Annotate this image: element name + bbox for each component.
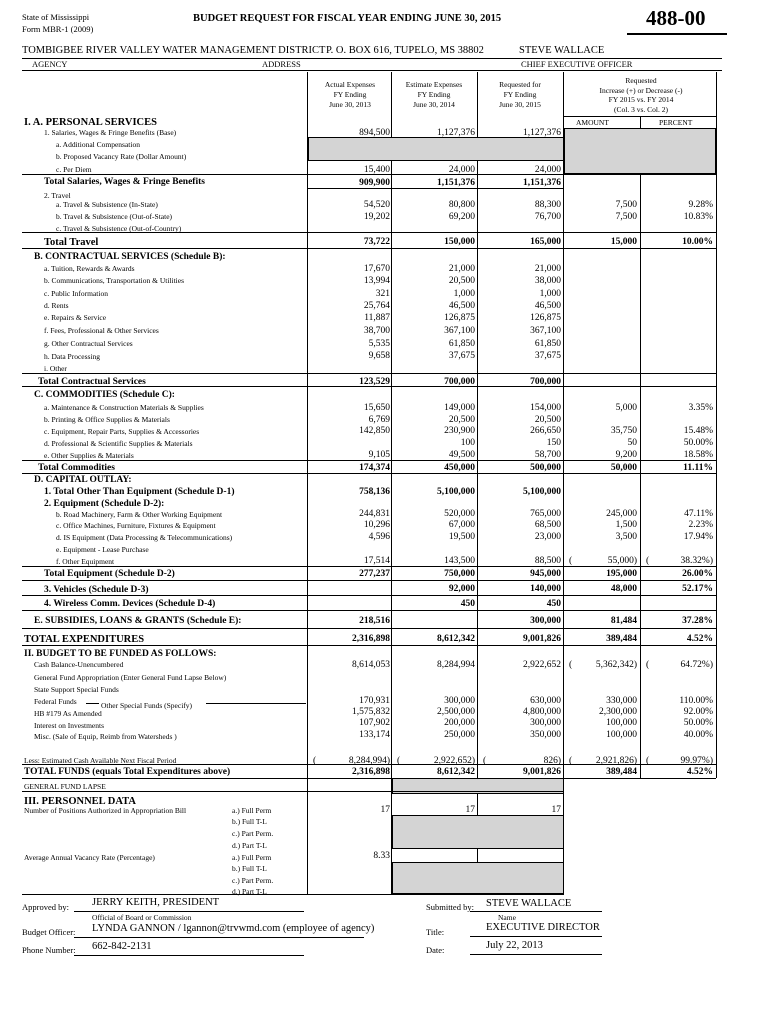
value-cell: 8.33	[373, 851, 390, 861]
value-cell: 64.72%)	[680, 660, 713, 670]
row-label: Total Equipment (Schedule D-2)	[44, 569, 175, 579]
row-label: Total Contractual Services	[38, 377, 146, 387]
value-cell: 765,000	[530, 509, 561, 519]
value-cell: 15,000	[610, 237, 637, 247]
value-cell: 909,900	[359, 178, 390, 188]
col3-header: Requested for FY Ending June 30, 2015	[499, 80, 541, 109]
value-cell: 218,516	[359, 616, 390, 626]
amount-header: AMOUNT	[576, 118, 609, 127]
row-label: E. SUBSIDIES, LOANS & GRANTS (Schedule E):	[34, 616, 242, 626]
value-cell: 15,650	[363, 403, 390, 413]
value-cell: 10.00%	[682, 237, 713, 247]
row-label: a. Tuition, Rewards & Awards	[44, 264, 135, 273]
value-cell: 38,000	[534, 276, 561, 286]
value-cell: 140,000	[530, 584, 561, 594]
value-cell: 100,000	[606, 730, 637, 740]
phone-number: 662-842-2131	[92, 941, 152, 952]
value-cell: 367,100	[530, 326, 561, 336]
value-cell: 92,000	[448, 584, 475, 594]
value-cell: 450,000	[444, 463, 475, 473]
value-cell: 9,200	[615, 450, 637, 460]
row-label: Average Annual Vacancy Rate (Percentage)	[24, 853, 155, 862]
value-cell: 17	[465, 805, 475, 815]
value-cell: 4.52%	[686, 767, 713, 777]
row-label: b. Road Machinery, Farm & Other Working Equipment	[56, 510, 223, 519]
value-cell: 58,700	[534, 450, 561, 460]
value-cell: 250,000	[444, 730, 475, 740]
phone-label: Phone Number:	[22, 945, 76, 955]
value-cell: 150	[546, 438, 561, 448]
col2-header: Estimate Expenses FY Ending June 30, 2014	[405, 80, 463, 109]
value-cell: 5,100,000	[523, 487, 561, 497]
row-label: e. Other Supplies & Materials	[44, 451, 134, 460]
row-label: GENERAL FUND LAPSE	[24, 782, 106, 791]
value-cell: 10,296	[363, 520, 390, 530]
value-cell: 2,316,898	[352, 634, 390, 644]
value-cell: 15,400	[363, 165, 390, 175]
value-cell: 2,300,000	[599, 707, 637, 717]
value-cell: 73,722	[363, 237, 390, 247]
row-label: Interest on Investments	[34, 721, 104, 730]
value-cell: 19,202	[363, 212, 390, 222]
personnel-sublabel: d.) Part T-L	[232, 841, 267, 850]
value-cell: 450	[546, 599, 561, 609]
value-cell: 5,535	[368, 339, 390, 349]
value-cell: 23,000	[534, 532, 561, 542]
row-label: b. Printing & Office Supplies & Materials	[44, 415, 170, 424]
address-caption: ADDRESS	[262, 59, 301, 69]
agency-name: TOMBIGBEE RIVER VALLEY WATER MANAGEMENT DISTRICT	[22, 45, 326, 56]
value-cell: 826)	[543, 756, 561, 766]
shaded-block	[308, 137, 564, 161]
personnel-sublabel: b.) Full T-L	[232, 864, 267, 873]
value-cell: 1,500	[615, 520, 637, 530]
value-cell: 21,000	[534, 264, 561, 274]
row-label: a. Maintenance & Construction Materials & Supplies	[44, 403, 204, 412]
row-label: General Fund Appropriation (Enter General Fund Lapse Below)	[34, 673, 227, 682]
date-value: July 22, 2013	[486, 940, 543, 951]
value-cell: 20,500	[448, 415, 475, 425]
value-cell: 8,612,342	[437, 767, 475, 777]
value-cell: 24,000	[448, 165, 475, 175]
value-cell: 4,596	[368, 532, 390, 542]
row-label: TOTAL FUNDS (equals Total Expenditures above)	[24, 767, 231, 777]
value-cell: 88,300	[534, 200, 561, 210]
value-cell: 40.00%	[683, 730, 713, 740]
personnel-sublabel: d.) Part T-L	[232, 887, 267, 896]
value-cell: 149,000	[444, 403, 475, 413]
row-label: c. Public Information	[44, 289, 108, 298]
title-label: Title:	[426, 927, 445, 937]
row-label: C. COMMODITIES (Schedule C):	[34, 390, 175, 400]
value-cell: 2.23%	[688, 520, 713, 530]
form-label: Form MBR-1 (2009)	[22, 24, 94, 34]
personnel-sublabel: a.) Full Perm	[232, 853, 272, 862]
value-cell: 24,000	[534, 165, 561, 175]
value-cell: 9,105	[368, 450, 390, 460]
value-cell: 200,000	[444, 718, 475, 728]
name-caption: Name	[498, 913, 516, 922]
row-label: Misc. (Sale of Equip, Reimb from Watersheds )	[34, 732, 177, 741]
row-label: Federal Funds	[34, 697, 77, 706]
value-cell: 7,500	[615, 212, 637, 222]
value-cell: 389,484	[606, 767, 637, 777]
row-label: 2. Travel	[44, 191, 71, 200]
row-label: 2. Equipment (Schedule D-2):	[44, 499, 165, 509]
value-cell: 13,994	[363, 276, 390, 286]
value-cell: 69,200	[448, 212, 475, 222]
value-cell: 1,127,376	[523, 128, 561, 138]
value-cell: 1,151,376	[437, 178, 475, 188]
officer-name: LYNDA GANNON / lgannon@trvwmd.com (employee of agency)	[92, 923, 375, 934]
value-cell: 37,675	[448, 351, 475, 361]
shaded-block	[564, 128, 716, 174]
value-cell: 50	[627, 438, 637, 448]
row-label: 1. Salaries, Wages & Fringe Benefits (Base)	[44, 128, 177, 137]
value-cell: 1,000	[539, 289, 561, 299]
row-label: c. Equipment, Repair Parts, Supplies & Accessories	[44, 427, 200, 436]
value-cell: 17.94%	[683, 532, 713, 542]
value-cell: 2,316,898	[352, 767, 390, 777]
negative-paren: (	[569, 556, 573, 566]
value-cell: 11.11%	[683, 463, 713, 473]
ceo-name: STEVE WALLACE	[519, 45, 605, 56]
value-cell: 5,100,000	[437, 487, 475, 497]
value-cell: 245,000	[606, 509, 637, 519]
row-label: TOTAL EXPENDITURES	[24, 634, 145, 645]
value-cell: 143,500	[444, 556, 475, 566]
row-label: III. PERSONNEL DATA	[24, 796, 136, 807]
row-label: d. Professional & Scientific Supplies & Materials	[44, 439, 193, 448]
row-label: HB #179 As Amended	[34, 709, 102, 718]
value-cell: 6,769	[368, 415, 390, 425]
row-label: Other Special Funds (Specify)	[101, 701, 193, 710]
value-cell: 142,850	[359, 426, 390, 436]
value-cell: 50.00%	[683, 718, 713, 728]
value-cell: 37,675	[534, 351, 561, 361]
value-cell: 165,000	[530, 237, 561, 247]
date-label: Date:	[426, 945, 445, 955]
value-cell: 9,658	[368, 351, 390, 361]
negative-paren: (	[646, 660, 650, 670]
value-cell: 17	[380, 805, 390, 815]
value-cell: 7,500	[615, 200, 637, 210]
value-cell: 8,284,994	[437, 660, 475, 670]
negative-paren: (	[397, 756, 401, 766]
value-cell: 2,922,652	[523, 660, 561, 670]
title-value: EXECUTIVE DIRECTOR	[486, 922, 600, 933]
value-cell: 100,000	[606, 718, 637, 728]
row-label: h. Data Processing	[44, 352, 101, 361]
row-label: Total Salaries, Wages & Fringe Benefits	[44, 177, 205, 187]
value-cell: 3,500	[615, 532, 637, 542]
row-label: Number of Positions Authorized in Appropriation Bill	[24, 806, 187, 815]
negative-paren: (	[569, 756, 573, 766]
value-cell: 520,000	[444, 509, 475, 519]
row-label: II. BUDGET TO BE FUNDED AS FOLLOWS:	[24, 649, 217, 659]
value-cell: 17,670	[363, 264, 390, 274]
row-label: g. Other Contractual Services	[44, 339, 133, 348]
negative-paren: (	[569, 660, 573, 670]
value-cell: 4.52%	[686, 634, 713, 644]
value-cell: 9,001,826	[523, 767, 561, 777]
personnel-sublabel: c.) Part Perm.	[232, 876, 274, 885]
row-label: d. IS Equipment (Data Processing & Telecommunications)	[56, 533, 233, 542]
row-label: 3. Vehicles (Schedule D-3)	[44, 585, 149, 595]
value-cell: 367,100	[444, 326, 475, 336]
value-cell: 1,000	[453, 289, 475, 299]
submitted-name: STEVE WALLACE	[486, 898, 572, 909]
value-cell: 133,174	[359, 730, 390, 740]
value-cell: 2,922,652)	[433, 756, 475, 766]
value-cell: 1,127,376	[437, 128, 475, 138]
row-label: i. Other	[44, 364, 67, 373]
value-cell: 123,529	[359, 377, 390, 387]
negative-paren: (	[483, 756, 487, 766]
value-cell: 700,000	[444, 377, 475, 387]
value-cell: 17	[551, 805, 561, 815]
row-label: a. Travel & Subsistence (In-State)	[56, 200, 158, 209]
col1-header: Actual Expenses FY Ending June 30, 2013	[324, 80, 376, 109]
agency-code: 488-00	[646, 6, 706, 30]
value-cell: 21,000	[448, 264, 475, 274]
value-cell: 54,520	[363, 200, 390, 210]
value-cell: 150,000	[444, 237, 475, 247]
value-cell: 266,650	[530, 426, 561, 436]
value-cell: 20,500	[534, 415, 561, 425]
value-cell: 88,500	[534, 556, 561, 566]
shaded-block	[392, 862, 564, 894]
row-label: c. Office Machines, Furniture, Fixtures & Equipment	[56, 521, 216, 530]
value-cell: 5,362,342)	[595, 660, 637, 670]
value-cell: 61,850	[448, 339, 475, 349]
value-cell: 2,921,826)	[595, 756, 637, 766]
value-cell: 47.11%	[684, 509, 713, 519]
row-label: e. Equipment - Lease Purchase	[56, 545, 149, 554]
value-cell: 450	[460, 599, 475, 609]
value-cell: 8,284,994)	[348, 756, 390, 766]
value-cell: 100	[460, 438, 475, 448]
personnel-sublabel: b.) Full T-L	[232, 817, 267, 826]
value-cell: 700,000	[530, 377, 561, 387]
value-cell: 20,500	[448, 276, 475, 286]
value-cell: 48,000	[610, 584, 637, 594]
value-cell: 107,902	[359, 718, 390, 728]
value-cell: 17,514	[363, 556, 390, 566]
value-cell: 35,750	[610, 426, 637, 436]
value-cell: 18.58%	[683, 450, 713, 460]
value-cell: 46,500	[534, 301, 561, 311]
value-cell: 389,484	[606, 634, 637, 644]
value-cell: 10.83%	[683, 212, 713, 222]
value-cell: 945,000	[530, 569, 561, 579]
value-cell: 154,000	[530, 403, 561, 413]
row-label: f. Other Equipment	[56, 557, 115, 566]
value-cell: 9.28%	[688, 200, 713, 210]
row-label: 4. Wireless Comm. Devices (Schedule D-4)	[44, 599, 216, 609]
form-title: BUDGET REQUEST FOR FISCAL YEAR ENDING JUNE 30, 2015	[193, 13, 502, 24]
personnel-sublabel: a.) Full Perm	[232, 806, 272, 815]
row-label: f. Fees, Professional & Other Services	[44, 326, 159, 335]
row-label: d. Rents	[44, 301, 69, 310]
value-cell: 4,800,000	[523, 707, 561, 717]
row-label: State Support Special Funds	[34, 685, 119, 694]
value-cell: 9,001,826	[523, 634, 561, 644]
row-label: I. A. PERSONAL SERVICES	[24, 117, 157, 128]
value-cell: 15.48%	[683, 426, 713, 436]
value-cell: 630,000	[530, 696, 561, 706]
value-cell: 46,500	[448, 301, 475, 311]
value-cell: 110.00%	[679, 696, 713, 706]
value-cell: 50,000	[610, 463, 637, 473]
row-label: c. Travel & Subsistence (Out-of-Country)	[56, 224, 182, 233]
value-cell: 92.00%	[683, 707, 713, 717]
officer-label: Budget Officer:	[22, 927, 76, 937]
value-cell: 2,500,000	[437, 707, 475, 717]
row-label: a. Additional Compensation	[56, 140, 140, 149]
row-label: e. Repairs & Service	[44, 313, 107, 322]
value-cell: 894,500	[359, 128, 390, 138]
approved-label: Approved by:	[22, 902, 69, 912]
value-cell: 330,000	[606, 696, 637, 706]
value-cell: 11,887	[364, 313, 390, 323]
negative-paren: (	[313, 756, 317, 766]
value-cell: 300,000	[530, 616, 561, 626]
submitted-label: Submitted by:	[426, 902, 474, 912]
row-label: 1. Total Other Than Equipment (Schedule D-1)	[44, 487, 235, 497]
value-cell: 170,931	[359, 696, 390, 706]
row-label: c. Per Diem	[56, 165, 92, 174]
approved-caption: Official of Board or Commission	[92, 913, 192, 922]
percent-header: PERCENT	[659, 118, 693, 127]
value-cell: 174,374	[359, 463, 390, 473]
personnel-sublabel: c.) Part Perm.	[232, 829, 274, 838]
value-cell: 5,000	[615, 403, 637, 413]
state-label: State of Mississippi	[22, 12, 90, 22]
value-cell: 52.17%	[682, 584, 713, 594]
row-label: B. CONTRACTUAL SERVICES (Schedule B):	[34, 252, 226, 262]
value-cell: 321	[375, 289, 390, 299]
agency-address: P. O. BOX 616, TUPELO, MS 38802	[326, 45, 484, 56]
row-label: Less: Estimated Cash Available Next Fiscal Period	[24, 756, 177, 765]
value-cell: 37.28%	[682, 616, 713, 626]
row-label: Total Commodities	[38, 463, 115, 473]
value-cell: 38,700	[363, 326, 390, 336]
value-cell: 8,614,053	[352, 660, 390, 670]
row-label: b. Travel & Subsistence (Out-of-State)	[56, 212, 173, 221]
ceo-caption: CHIEF EXECUTIVE OFFICER	[521, 59, 633, 69]
value-cell: 68,500	[534, 520, 561, 530]
value-cell: 1,151,376	[523, 178, 561, 188]
col4-header: Requested Increase (+) or Decrease (-) FY 2015 vs. FY 2014 (Col. 3 vs. Col. 2)	[599, 76, 683, 114]
value-cell: 195,000	[606, 569, 637, 579]
value-cell: 49,500	[448, 450, 475, 460]
value-cell: 126,875	[444, 313, 475, 323]
value-cell: 230,900	[444, 426, 475, 436]
value-cell: 26.00%	[682, 569, 713, 579]
row-label: b. Proposed Vacancy Rate (Dollar Amount)	[56, 152, 187, 161]
value-cell: 67,000	[448, 520, 475, 530]
value-cell: 99.97%)	[680, 756, 713, 766]
value-cell: 758,136	[359, 487, 390, 497]
agency-caption: AGENCY	[32, 59, 68, 69]
value-cell: 19,500	[448, 532, 475, 542]
value-cell: 500,000	[530, 463, 561, 473]
value-cell: 3.35%	[688, 403, 713, 413]
value-cell: 300,000	[530, 718, 561, 728]
value-cell: 277,237	[359, 569, 390, 579]
value-cell: 300,000	[444, 696, 475, 706]
value-cell: 25,764	[363, 301, 390, 311]
negative-paren: (	[646, 756, 650, 766]
value-cell: 50.00%	[683, 438, 713, 448]
value-cell: 8,612,342	[437, 634, 475, 644]
value-cell: 76,700	[534, 212, 561, 222]
value-cell: 80,800	[448, 200, 475, 210]
value-cell: 38.32%)	[680, 556, 713, 566]
value-cell: 55,000)	[607, 556, 637, 566]
value-cell: 81,484	[610, 616, 637, 626]
shaded-block	[392, 815, 564, 849]
row-label: D. CAPITAL OUTLAY:	[34, 475, 132, 485]
row-label: Cash Balance-Unencumbered	[34, 660, 124, 669]
value-cell: 126,875	[530, 313, 561, 323]
value-cell: 61,850	[534, 339, 561, 349]
value-cell: 350,000	[530, 730, 561, 740]
approved-name: JERRY KEITH, PRESIDENT	[92, 897, 220, 908]
value-cell: 750,000	[444, 569, 475, 579]
value-cell: 244,831	[359, 509, 390, 519]
row-label: Total Travel	[44, 237, 99, 248]
negative-paren: (	[646, 556, 650, 566]
value-cell: 1,575,832	[352, 707, 390, 717]
row-label: b. Communications, Transportation & Utilities	[44, 276, 185, 285]
